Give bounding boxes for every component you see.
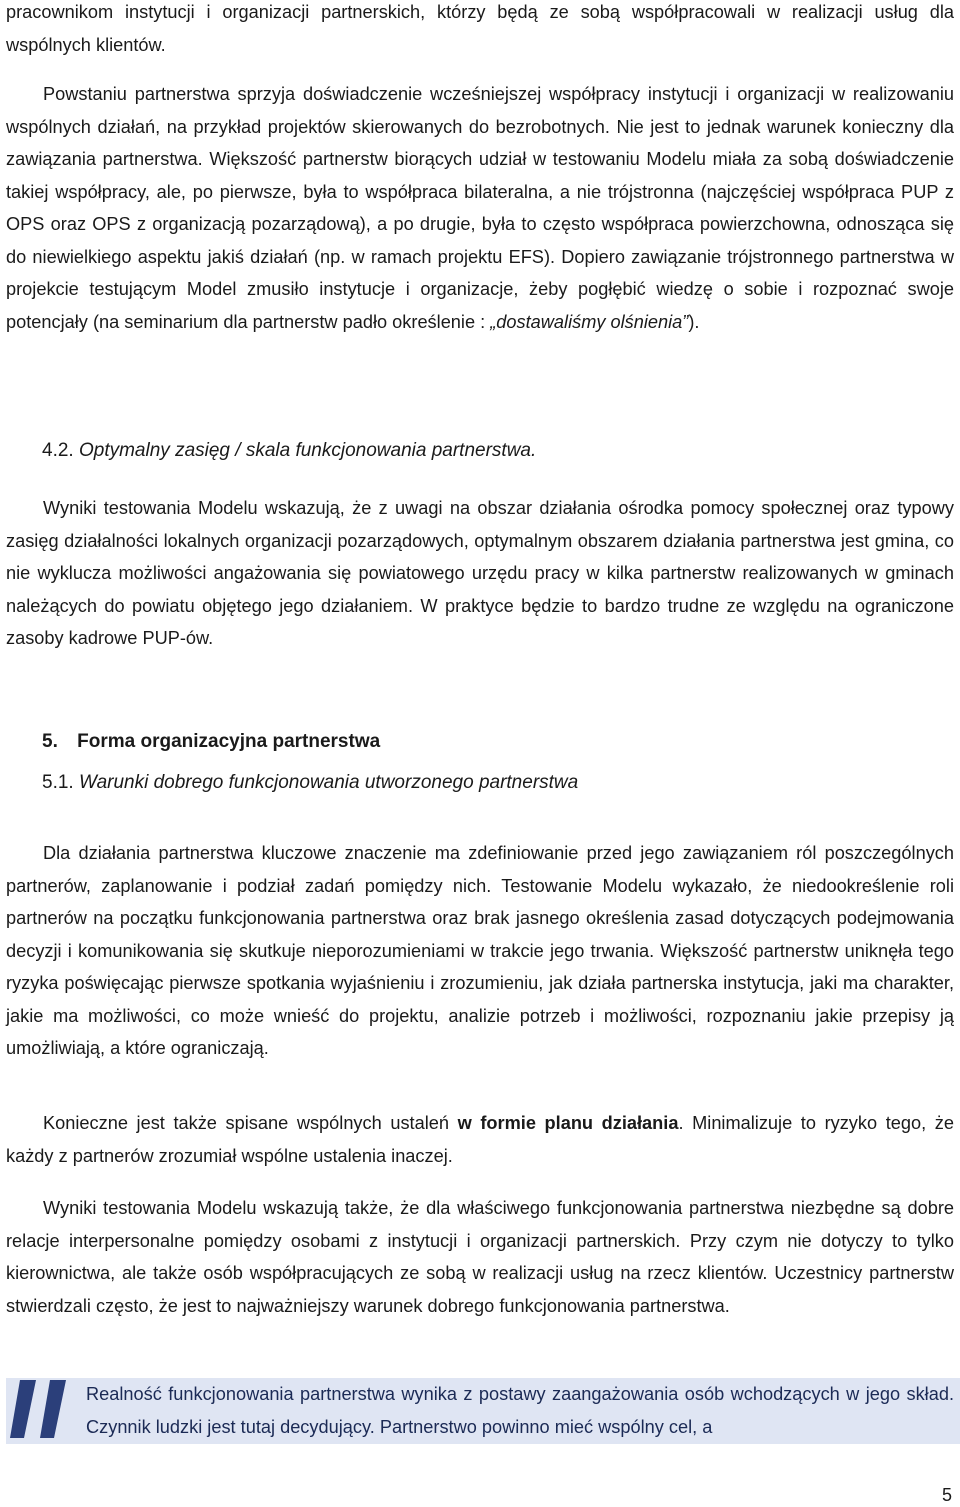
- pull-quote: Realność funkcjonowania partnerstwa wynika z postawy zaangażowania osób wchodzących w jego skład. Czynnik ludzki jest tutaj decydujący. Partnerstwo powinno mieć wspólny cel, a: [86, 1384, 954, 1437]
- paragraph-text: . Minimalizuje to ryzyko tego, że każdy z partnerów zrozumiał wspólne ustalenia inaczej.: [6, 1113, 954, 1166]
- section-number: 5.: [42, 731, 58, 752]
- section-heading-5: [42, 731, 380, 753]
- bold-phrase: w formie planu działania: [457, 1113, 679, 1133]
- paragraph-text: Powstaniu partnerstwa sprzyja doświadczenie wcześniejszej współpracy instytucji i organizacji w realizowaniu wspólnych działań, na przykład projektów skierowanych do bezrobotnych. Nie jest to jednak warunek konieczny dla zawiązania partnerstwa.: [6, 84, 954, 169]
- paragraph-continuation: pracownikom instytucji i organizacji partnerskich, którzy będą ze sobą współpracowali w realizacji usług dla wspólnych klientów.: [6, 2, 954, 55]
- paragraph-partnership-origins: [6, 78, 954, 338]
- section-heading-4-2: [42, 440, 536, 462]
- page-number: 5: [941, 1485, 952, 1505]
- quoted-phrase: „dostawaliśmy olśnienia”: [490, 311, 689, 332]
- paragraph-interpersonal-relations: Wyniki testowania Modelu wskazują także, że dla właściwego funkcjonowania partnerstwa niezbędne są dobre relacje interpersonalne pomiędzy osobami z instytucji i organizacji partnerskich. Przy czym nie dotyczy to tylko kierownictwa, ale także osób współpracujących ze sobą w realizacji usług na rzecz klientów. Uczestnicy partnerstw stwierdzali często, że jest to najważniejszy warunek dobrego funkcjonowania partnerstwa.: [6, 1198, 954, 1316]
- section-title: Forma organizacyjna partnerstwa: [77, 731, 381, 752]
- quote-mark-icon: [6, 1362, 80, 1442]
- section-title: Warunki dobrego funkcjonowania utworzonego partnerstwa: [78, 772, 579, 793]
- section-title: Optymalny zasięg / skala funkcjonowania partnerstwa.: [78, 440, 537, 461]
- paragraph-text: Konieczne jest także spisane wspólnych ustaleń: [43, 1113, 458, 1133]
- paragraph-text: ).: [688, 311, 700, 332]
- paragraph-text: Większość partnerstw biorących udział w testowaniu Modelu miała za sobą doświadczenie takiej współpracy, ale, po pierwsze, była to współpraca bilateralna, a nie trójstronna (najczęściej współpraca PUP z OPS oraz OPS z organizacją pozarządową), a po drugie, była to często współpraca powierzchowna, odnosząca się do niewielkiego aspektu jakiś działań (np. w ramach projektu EFS). Dopiero zawiązanie trójstronnego partnerstwa w projekcie testującym Model zmusiło instytucje i organizacje, żeby pogłębić wiedzę o sobie i rozpoznać swoje potencjały (na seminarium dla partnerstw padło określenie :: [6, 149, 954, 332]
- paragraph-optimal-scope: Wyniki testowania Modelu wskazują, że z uwagi na obszar działania ośrodka pomocy społecznej oraz typowy zasięg działalności lokalnych organizacji pozarządowych, optymalnym obszarem działania partnerstwa jest gmina, co nie wyklucza możliwości angażowania się powiatowego urzędu pracy w kilka partnerstw realizowanych w gminach należących do powiatu objętego jego działaniem. W praktyce będzie to bardzo trudne ze względu na ograniczone zasoby kadrowe PUP-ów.: [6, 498, 954, 648]
- section-heading-5-1: [42, 772, 578, 794]
- section-number: 4.2.: [42, 440, 74, 461]
- section-number: 5.1.: [42, 772, 74, 793]
- paragraph-action-plan: [6, 1107, 954, 1172]
- paragraph-roles-definition: Dla działania partnerstwa kluczowe znaczenie ma zdefiniowanie przed jego zawiązaniem ról poszczególnych partnerów, zaplanowanie i podział zadań pomiędzy nich. Testowanie Modelu wykazało, że niedookreślenie roli partnerów na początku funkcjonowania partnerstwa oraz brak jasnego określenia zasad dotyczących podejmowania decyzji i komunikowania się skutkuje nieporozumieniami w trakcie jego trwania. Większość partnerstw uniknęła tego ryzyka poświęcając pierwsze spotkania wyjaśnieniu i zrozumieniu, jak działa partnerska instytucja, jaki ma charakter, jakie ma możliwości, co może wnieść do projektu, analizie potrzeb i możliwości, rozpoznaniu jakie przepisy ją umożliwiają, a które ograniczają.: [6, 843, 954, 1058]
